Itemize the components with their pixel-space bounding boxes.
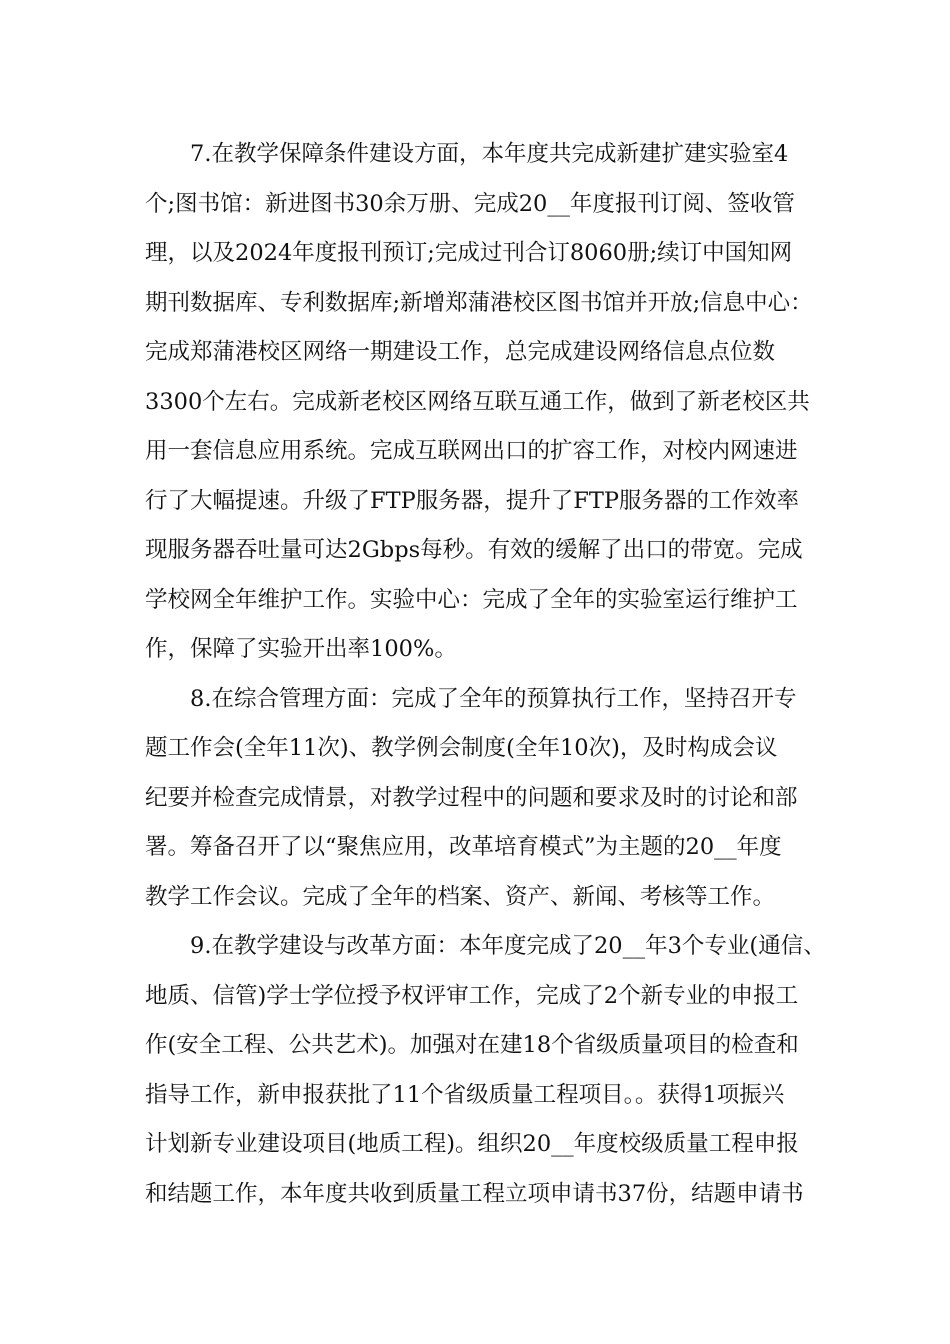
- paragraph-7-line-5: 完成郑蒲港校区网络一期建设工作，总完成建设网络信息点位数: [145, 339, 776, 365]
- paragraph-9-line-5: 计划新专业建设项目(地质工程)。组织20__年度校级质量工程申报: [145, 1131, 799, 1157]
- paragraph-9-line-2: 地质、信管)学士学位授予权评审工作，完成了2个新专业的申报工: [145, 982, 799, 1009]
- paragraph-8-line-1: 8.在综合管理方面：完成了全年的预算执行工作，坚持召开专: [190, 685, 797, 712]
- paragraph-7-line-2: 个;图书馆：新进图书30余万册、完成20__年度报刊订阅、签收管: [145, 190, 795, 217]
- paragraph-7-line-9: 现服务器吞吐量可达2Gbps每秒。有效的缓解了出口的带宽。完成: [145, 537, 803, 563]
- paragraph-8-line-2: 题工作会(全年11次)、教学例会制度(全年10次)，及时构成会议: [145, 735, 778, 761]
- document-body: [145, 130, 825, 1219]
- paragraph-8-line-3: 纪要并检查完成情景，对教学过程中的问题和要求及时的讨论和部: [145, 784, 798, 811]
- paragraph-9-line-6: 和结题工作，本年度共收到质量工程立项申请书37份，结题申请书: [145, 1180, 804, 1207]
- paragraph-9-line-1: 9.在教学建设与改革方面：本年度完成了20__年3个专业(通信、: [190, 933, 826, 959]
- paragraph-7-line-6: 3300个左右。完成新老校区网络互联互通工作，做到了新老校区共: [145, 388, 810, 415]
- paragraph-7-line-1: 7.在教学保障条件建设方面，本年度共完成新建扩建实验室4: [190, 141, 789, 167]
- paragraph-7-line-3: 理，以及2024年度报刊预订;完成过刊合订8060册;续订中国知网: [145, 240, 793, 266]
- paragraph-7-line-10: 学校网全年维护工作。实验中心：完成了全年的实验室运行维护工: [145, 586, 798, 613]
- paragraph-9-line-4: 指导工作，新申报获批了11个省级质量工程项目。。获得1项振兴: [145, 1081, 785, 1108]
- paragraph-8-line-5: 教学工作会议。完成了全年的档案、资产、新闻、考核等工作。: [145, 883, 776, 910]
- paragraph-7-line-11: 作，保障了实验开出率100%。: [145, 636, 457, 662]
- paragraph-7-line-4: 期刊数据库、专利数据库;新增郑蒲港校区图书馆并开放;信息中心：: [145, 289, 813, 316]
- paragraph-9-line-3: 作(安全工程、公共艺术)。加强对在建18个省级质量项目的检查和: [145, 1032, 799, 1058]
- paragraph-7-line-8: 行了大幅提速。升级了FTP服务器，提升了FTP服务器的工作效率: [145, 487, 800, 514]
- paragraph-8-line-4: 署。筹备召开了以“聚焦应用，改革培育模式”为主题的20__年度: [145, 834, 782, 860]
- paragraph-7-line-7: 用一套信息应用系统。完成互联网出口的扩容工作，对校内网速进: [145, 438, 798, 464]
